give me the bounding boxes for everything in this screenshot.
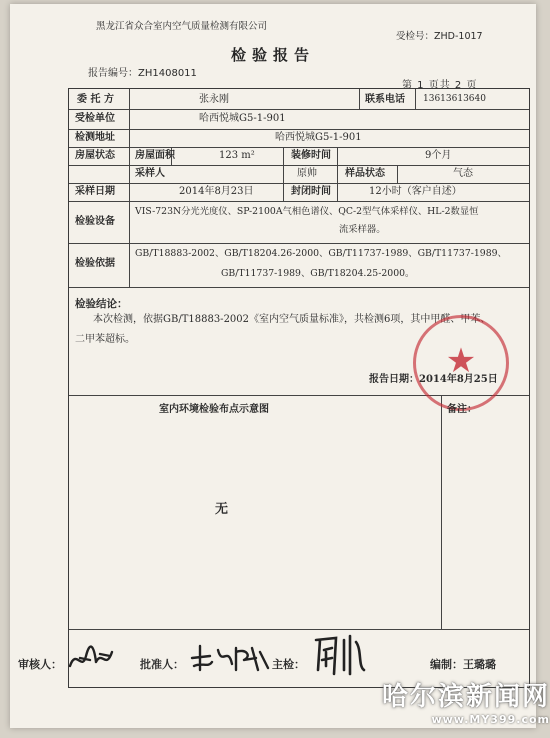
sampler-label: 采样人 <box>135 168 165 179</box>
report-title: 检验报告 <box>230 46 315 64</box>
organization-name: 黑龙江省众合室内空气质量检测有限公司 <box>96 21 268 32</box>
phone-label: 联系电话 <box>365 94 405 105</box>
inspector-label: 主检： <box>272 658 305 671</box>
phone-value: 13613613640 <box>423 94 486 104</box>
unit-value: 哈西悦城G5-1-901 <box>199 113 286 124</box>
report-paper <box>10 4 550 728</box>
address-label: 检测地址 <box>75 132 115 143</box>
closed-time-value: 12小时（客户自述） <box>369 186 462 197</box>
basis-line-2: GB/T11737-1989、GB/T18204.25-2000。 <box>221 268 415 279</box>
client-label: 委 托 方 <box>77 94 114 105</box>
official-seal-stamp <box>413 315 509 411</box>
equipment-line-2: 流采样器。 <box>339 224 386 235</box>
compiler-label: 编制：王璐璐 <box>430 658 496 671</box>
equipment-label: 检验设备 <box>75 216 115 227</box>
basis-line-1: GB/T18883-2002、GB/T18204.26-2000、GB/T11737-1989、GB/T11737-1989、 <box>135 248 507 259</box>
report-date: 报告日期：2014年8月25日 <box>369 374 498 385</box>
sample-state-label: 样品状态 <box>345 168 385 179</box>
watermark-name: 哈尔滨新闻网 <box>381 682 550 712</box>
form-number: 受检号：ZHD-1017 <box>396 31 483 42</box>
sampling-date-value: 2014年8月23日 <box>179 186 254 197</box>
sampling-date-label: 采样日期 <box>75 186 115 197</box>
reviewer-signature <box>66 644 116 678</box>
basis-label: 检验依据 <box>75 258 115 269</box>
conclusion-line-2: 二甲苯超标。 <box>75 334 135 345</box>
news-watermark <box>350 676 550 726</box>
report-table <box>68 88 530 688</box>
remarks-label: 备注： <box>447 404 477 415</box>
approver-signature <box>188 642 272 678</box>
conclusion-line-1: 本次检测，依据GB/T18883-2002《室内空气质量标准》，共检测6项，其中甲醛、甲苯、 <box>93 314 491 325</box>
seal-star-icon: ★ <box>445 341 477 381</box>
area-value: 123 m² <box>219 150 255 161</box>
approver-label: 批准人： <box>140 658 184 671</box>
area-label: 房屋面积 <box>135 150 175 161</box>
house-state-label: 房屋状态 <box>75 150 115 161</box>
report-number: 报告编号：ZH1408011 <box>88 68 197 79</box>
address-value: 哈西悦城G5-1-901 <box>275 132 362 143</box>
renovation-value: 9个月 <box>425 150 452 161</box>
closed-time-label: 封闭时间 <box>291 186 331 197</box>
layout-section-title: 室内环境检验布点示意图 <box>159 404 269 415</box>
unit-label: 受检单位 <box>75 113 115 124</box>
sampler-value: 原帅 <box>297 168 317 179</box>
renovation-label: 装修时间 <box>291 150 331 161</box>
conclusion-label: 检验结论： <box>75 298 128 310</box>
layout-section-content: 无 <box>215 502 229 517</box>
equipment-line-1: VIS-723N分光光度仪、SP-2100A气相色谱仪、QC-2型气体采样仪、HL-2数显恒 <box>135 206 479 217</box>
watermark-url: www.MY399.com <box>431 713 550 726</box>
page-info: 第 1 页共 2 页 <box>402 80 478 91</box>
sample-state-value: 气态 <box>453 168 473 179</box>
reviewer-label: 审核人： <box>18 658 62 671</box>
client-value: 张永刚 <box>199 94 229 105</box>
